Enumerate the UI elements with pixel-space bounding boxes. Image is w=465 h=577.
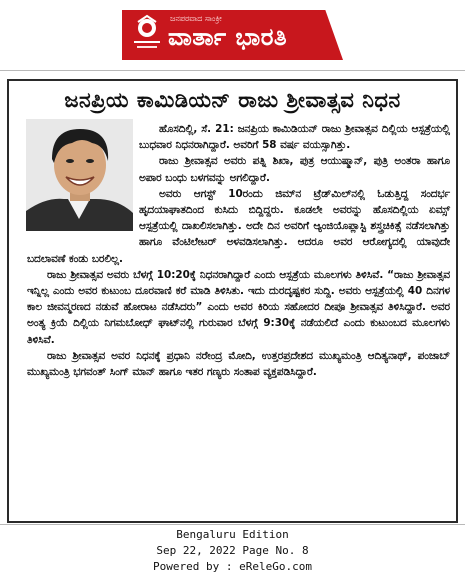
article-paragraph: ಹೊಸದಿಲ್ಲಿ, ಸೆ. 21: ಜನಪ್ರಿಯ ಕಾಮಿಡಿಯನ್ ರಾಜು ಶ್ರೀವಾತ್ಸವ ದಿಲ್ಲಿಯ ಆಸ್ಪತ್ರೆಯಲ್ಲಿ ಬುಧವಾರ ನಿಧನರಾಗಿದ್ದಾರೆ. ಅವರಿಗೆ 58 ವರ್ಷ ವಯಸ್ಸಾಗಿತ್ತು. bbox=[139, 123, 450, 152]
news-article bbox=[7, 79, 458, 523]
date-page-label: Sep 22, 2022 Page No. 8 bbox=[156, 544, 309, 557]
page-footer bbox=[0, 527, 465, 575]
powered-by-label: Powered by : eReleGo.com bbox=[153, 560, 312, 573]
article-paragraph: ಅವರು ಆಗಸ್ಟ್ 10ರಂದು ಜಿಮ್‌ನ ಟ್ರೆಡ್‌ಮಿಲ್‌ನಲ್ಲಿ ಓಡುತ್ತಿದ್ದ ಸಂದರ್ಭ ಹೃದಯಾಘಾತದಿಂದ ಕುಸಿದು ಬಿದ್ದಿದ್ದರು. ಕೂಡಲೇ ಅವರನ್ನು ಹೊಸದಿಲ್ಲಿಯ ಏಮ್ಸ್ ಆಸ್ಪತ್ರೆಯಲ್ಲಿ ದಾಖಲಿಸಲಾಗಿತ್ತು. ಅದೇ ದಿನ ಅವರಿಗೆ ಆ್ಯಂಜಿಯೊಪ್ಲಾಸ್ಟಿ ಶಸ್ತ್ರಚಿಕಿತ್ಸೆ ನಡೆಸಲಾಗಿತ್ತು ಹಾಗೂ ವೆಂಟಿಲೇಟರ್ ಅಳವಡಿಸಲಾಗಿತ್ತು. ಆದರೂ ಅವರ ಆರೋಗ್ಯದಲ್ಲಿ ಯಾವುದೇ ಬದಲಾವಣೆ ಕಂಡು ಬರಲಿಲ್ಲ. bbox=[27, 187, 450, 265]
masthead-tagline: ಜನಪರವಾದ ಸಾಂಕ್ರೀ bbox=[170, 14, 222, 23]
newspaper-logo-icon bbox=[128, 14, 166, 54]
article-paragraph: ರಾಜು ಶ್ರೀವಾತ್ಸವ ಅವರು ಬೆಳಗ್ಗೆ 10:20ಕ್ಕೆ ನಿಧನರಾಗಿದ್ದಾರೆ ಎಂದು ಆಸ್ಪತ್ರೆಯ ಮೂಲಗಳು ತಿಳಿಸಿವೆ. “ರಾಜು ಶ್ರೀವಾತ್ಸವ ಇನ್ನಿಲ್ಲ ಎಂದು ಅವರ ಕುಟುಂಬ ದೂರವಾಣಿ ಕರೆ ಮಾಡಿ ತಿಳಿಸಿತು. ಇದು ದುರದೃಷ್ಟಕರ ಸುದ್ದಿ. ಅವರು ಆಸ್ಪತ್ರೆಯಲ್ಲಿ 40 ದಿನಗಳ ಕಾಲ ಜೀವನ್ಮರಣದ ನಡುವೆ ಹೋರಾಟ ನಡೆಸಿದರು” ಎಂದು ಅವರ ಕಿರಿಯ ಸಹೋದರ ದೀಪೂ ಶ್ರೀವಾತ್ಸವ ತಿಳಿಸಿದ್ದಾರೆ. ಅವರ ಅಂತ್ಯ ಕ್ರಿಯೆ ದಿಲ್ಲಿಯ ನಿಗಮಬೋಧ್ ಘಾಟ್‌ನಲ್ಲಿ ಗುರುವಾರ ಬೆಳಗ್ಗೆ 9:30ಕ್ಕೆ ನಡೆಯಲಿದೆ ಎಂದು ಕುಟುಂಬದ ಮೂಲಗಳು ತಿಳಿಸಿವೆ. bbox=[27, 268, 450, 346]
header-divider bbox=[0, 70, 465, 71]
masthead bbox=[122, 10, 343, 60]
article-body bbox=[27, 121, 450, 380]
photo-spacer bbox=[27, 121, 139, 235]
article-paragraph: ರಾಜು ಶ್ರೀವಾತ್ಸವ ಅವರ ನಿಧನಕ್ಕೆ ಪ್ರಧಾನಿ ನರೇಂದ್ರ ಮೋದಿ, ಉತ್ತರಪ್ರದೇಶದ ಮುಖ್ಯಮಂತ್ರಿ ಆದಿತ್ಯನಾಥ್, ಪಂಜಾಬ್ ಮುಖ್ಯಮಂತ್ರಿ ಭಗವಂತ್ ಸಿಂಗ್ ಮಾನ್ ಹಾಗೂ ಇತರ ಗಣ್ಯರು ಸಂತಾಪ ವ್ಯಕ್ತಪಡಿಸಿದ್ದಾರೆ. bbox=[27, 349, 450, 379]
masthead-title: ವಾರ್ತಾ ಭಾರತಿ bbox=[168, 23, 288, 51]
footer-divider bbox=[0, 524, 465, 525]
article-paragraph: ರಾಜು ಶ್ರೀವಾತ್ಸವ ಅವರು ಪತ್ನಿ ಶಿಖಾ, ಪುತ್ರ ಆಯುಷ್ಮಾನ್, ಪುತ್ರಿ ಅಂತರಾ ಹಾಗೂ ಅಪಾರ ಬಂಧು ಬಳಗವನ್ನು ಅಗಲಿದ್ದಾರೆ. bbox=[139, 155, 450, 184]
edition-label: Bengaluru Edition bbox=[176, 528, 289, 541]
article-headline: ಜನಪ್ರಿಯ ಕಾಮಿಡಿಯನ್ ರಾಜು ಶ್ರೀವಾತ್ಸವ ನಿಧನ bbox=[64, 88, 401, 112]
